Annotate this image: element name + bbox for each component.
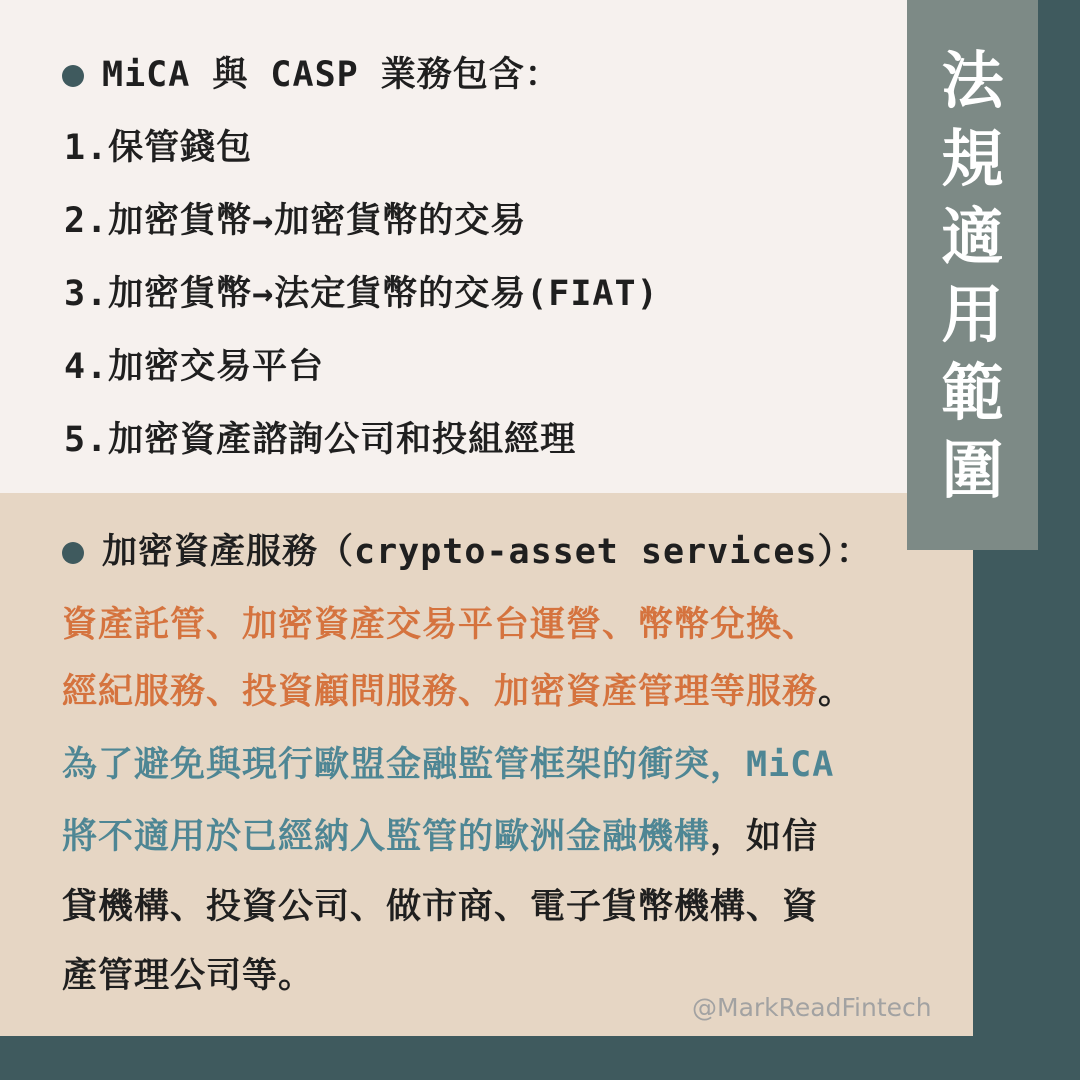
section1-heading-text: MiCA 與 CASP 業務包含：	[102, 55, 561, 95]
services-line-2-text: 經紀服務、投資顧問服務、加密資產管理等服務	[62, 672, 819, 712]
section1-heading	[62, 53, 561, 97]
bullet-dot-icon	[62, 542, 84, 564]
vertical-title	[907, 0, 1038, 550]
section2-heading	[62, 530, 872, 574]
institutions-line-2: 產管理公司等。	[62, 956, 315, 996]
exemption-line-1: 為了避免與現行歐盟金融監管框架的衝突，MiCA	[62, 745, 835, 785]
list-item: 4.加密交易平台	[64, 347, 325, 387]
title-char: 適	[941, 200, 1004, 273]
list-item: 3.加密貨幣→法定貨幣的交易(FIAT)	[64, 274, 659, 314]
section2-heading-text: 加密資產服務（crypto-asset services）：	[102, 532, 873, 572]
title-char: 圍	[941, 434, 1004, 507]
title-char: 範	[941, 356, 1004, 429]
list-item: 2.加密貨幣→加密貨幣的交易	[64, 201, 527, 241]
list-item: 1.保管錢包	[64, 128, 253, 168]
bullet-dot-icon	[62, 65, 84, 87]
services-line-2	[62, 670, 854, 714]
services-line-1: 資產託管、加密資產交易平台運營、幣幣兌換、	[62, 605, 819, 645]
author-handle: @MarkReadFintech	[692, 993, 932, 1022]
exemption-line-2-text: 將不適用於已經納入監管的歐洲金融機構	[62, 817, 711, 857]
exemption-line-2-end: ，如信	[710, 817, 819, 857]
exemption-line-2	[62, 815, 818, 859]
institutions-line-1: 貸機構、投資公司、做市商、電子貨幣機構、資	[62, 887, 819, 927]
list-item: 5.加密資產諮詢公司和投組經理	[64, 420, 577, 460]
title-char: 規	[941, 122, 1004, 195]
services-line-2-end: 。	[818, 672, 855, 712]
title-char: 法	[941, 44, 1004, 117]
title-char: 用	[941, 278, 1004, 351]
